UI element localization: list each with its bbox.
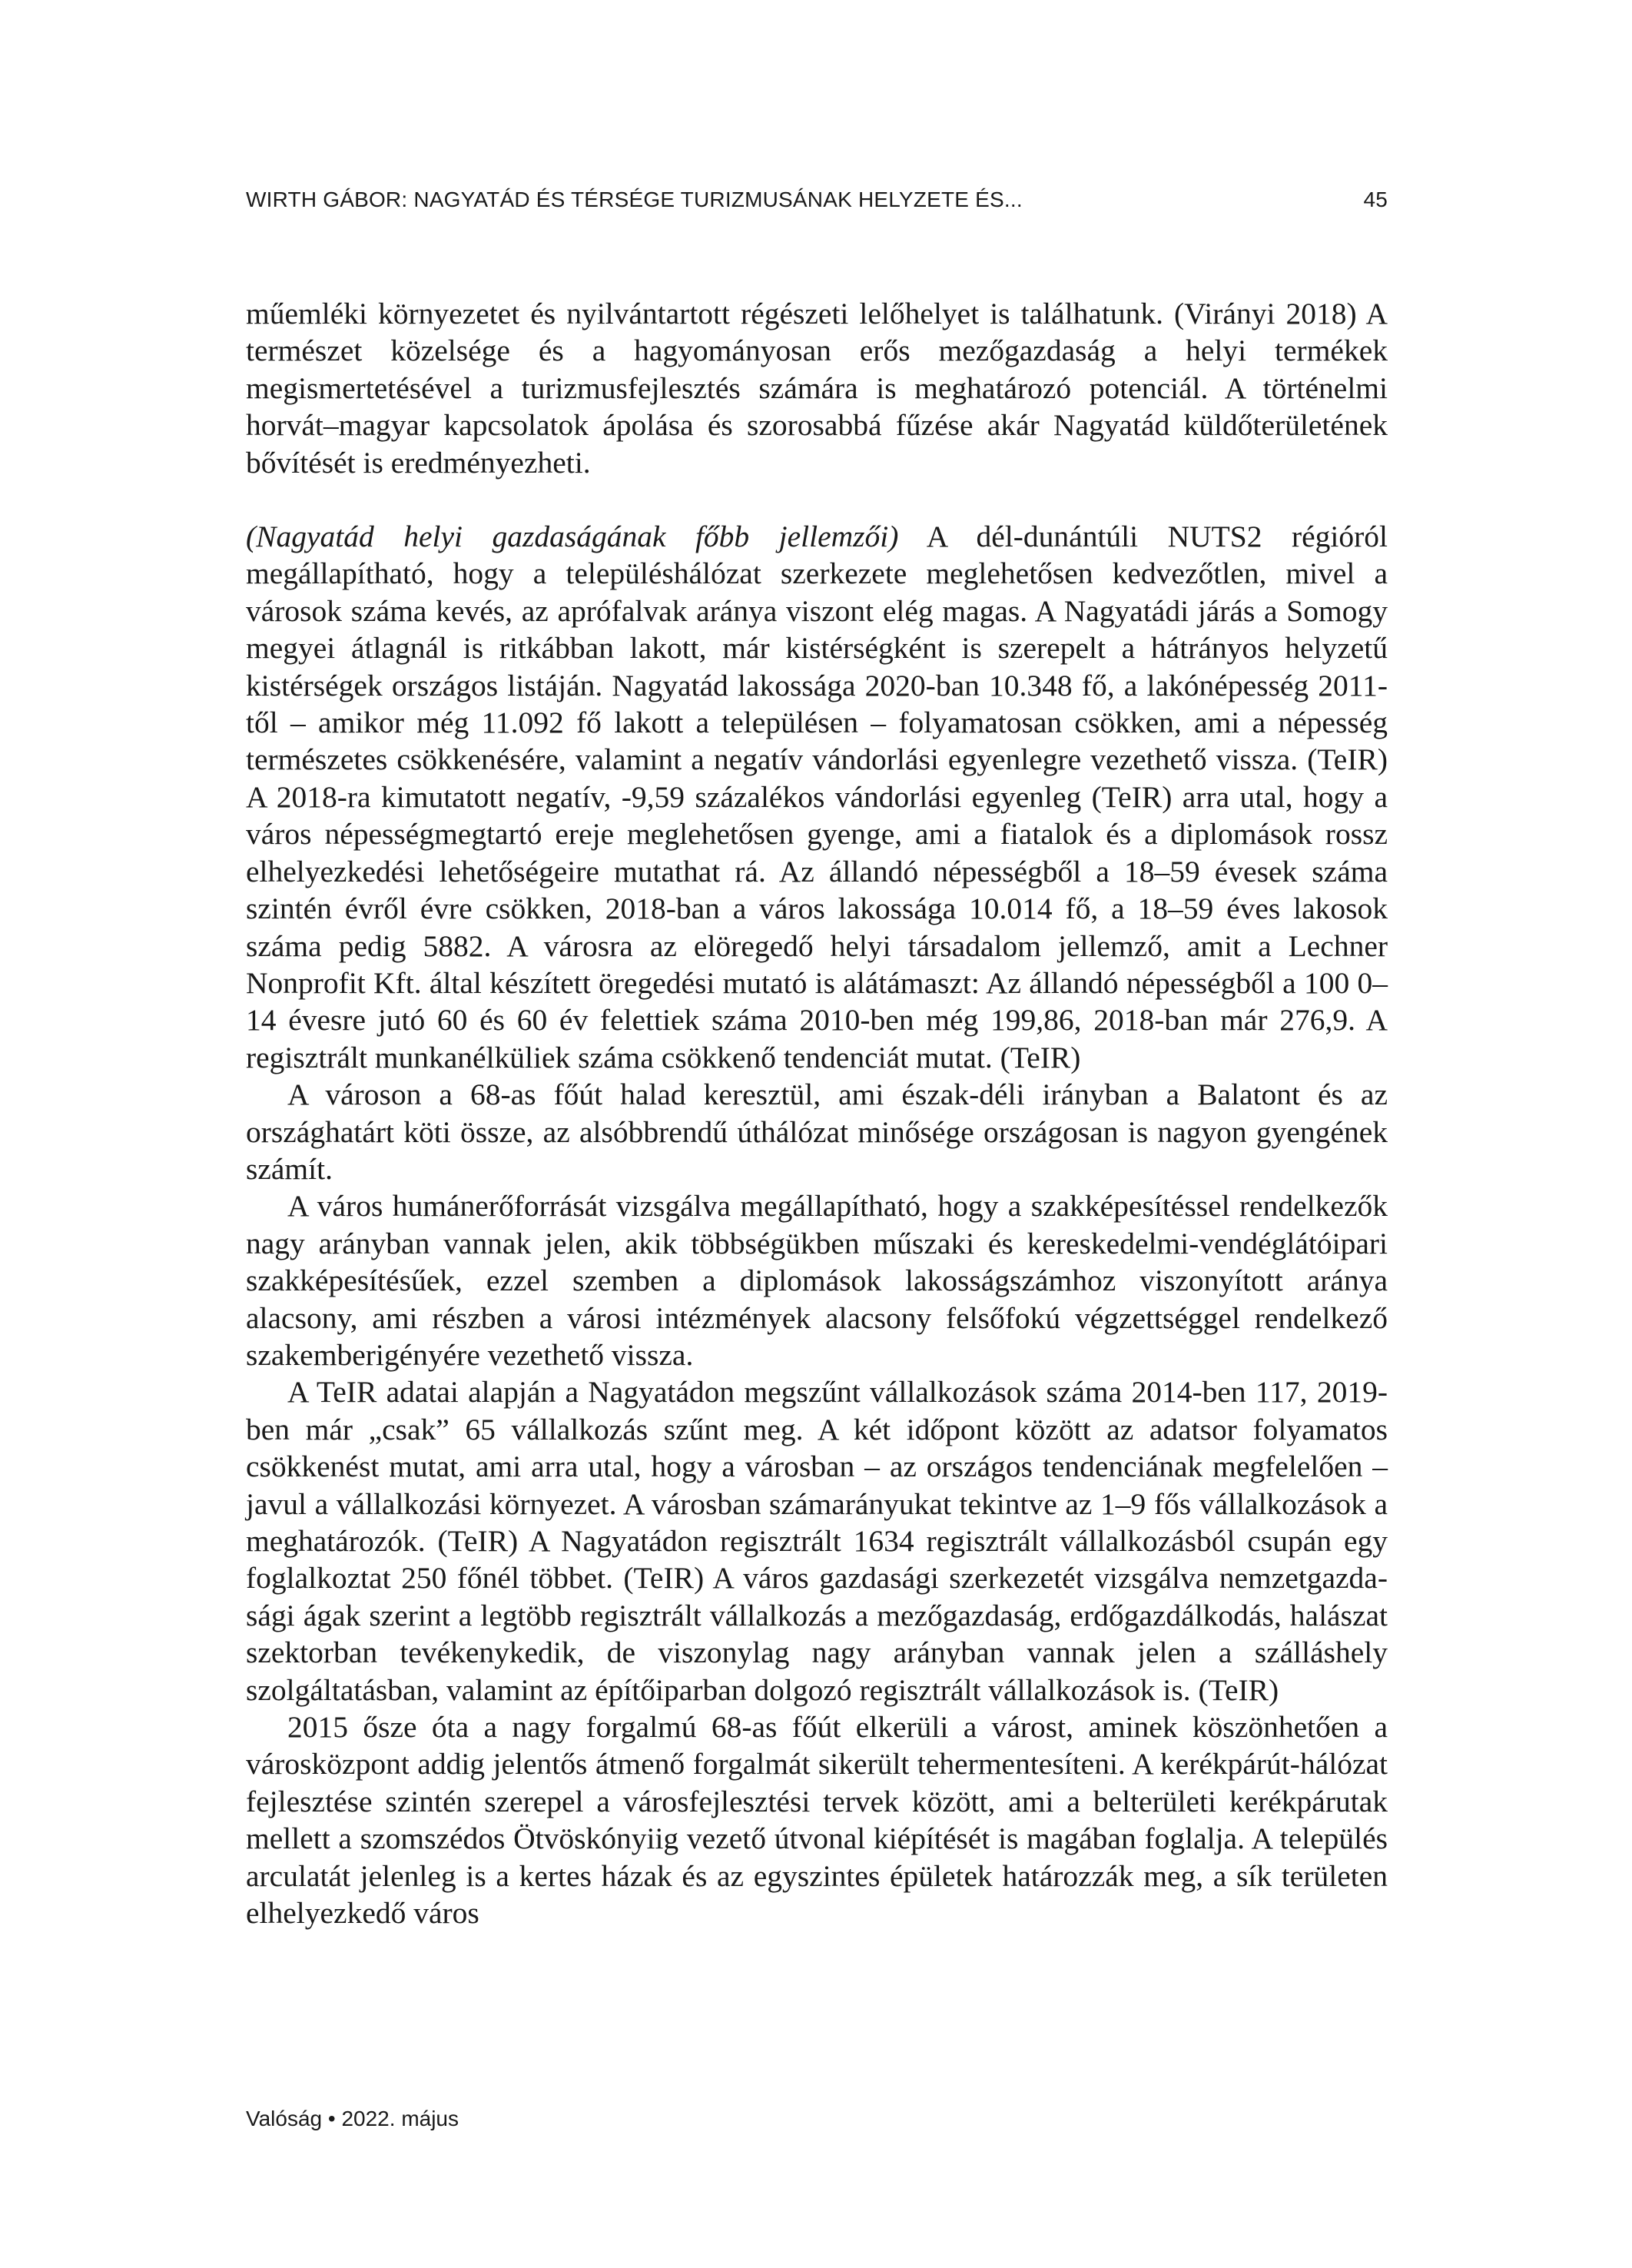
paragraph-1: műemléki környezetet és nyilvántartott régészeti lelőhelyet is találhatunk. (Virányi 2018) A természet közelsége és a hagyományosan erős mezőgazdaság a helyi termékek megismertetésével a turizmusfejlesztés számára is meghatározó potenciál. A történelmi horvát–magyar kapcsolatok ápolása és szorosabbá fűzése akár Nagyatád küldőterületének bővítését is eredményezheti.	[246, 297, 1388, 480]
page-number: 45	[1363, 188, 1388, 211]
section-heading: (Nagyatád helyi gazdaságának főbb jellemzői)	[246, 520, 899, 554]
paragraph-2	[246, 518, 1388, 1076]
paragraph-6: 2015 ősze óta a nagy forgalmú 68-as főút elkerüli a várost, aminek köszönhetően a városközpont addig jelentős átmenő forgalmát sikerült tehermentesíteni. A kerékpárút-hálózat fejlesztése szintén szerepel a városfejlesztési tervek között, ami a belterületi kerékpárutak mellett a szomszédos Ötvöskónyiig vezető útvonal kiépítését is magában foglalja. A település arculatát jelenleg is a kertes házak és az egyszintes épületek határozzák meg, a sík területen elhelyezkedő város	[246, 1710, 1388, 1931]
paragraph-2-text: A dél-dunántúli NUTS2 régióról megállapítható, hogy a településhálózat szerkezete meglehetősen kedvezőtlen, mivel a városok száma kevés, az aprófalvak aránya viszont elég magas. A Nagyatádi járás a Somogy megyei átlagnál is ritkábban lakott, már kistérségként is szerepelt a hátrányos helyzetű kistérségek országos listáján. Nagyatád lakossága 2020-ban 10.348 fő, a lakónépesség 2011-től – amikor még 11.092 fő lakott a településen – folyamatosan csökken, ami a népesség természetes csökkenésére, valamint a negatív vándorlási egyenlegre vezethető vissza. (TeIR) A 2018-ra kimutatott negatív, -9,59 százalékos vándorlási egyenleg (TeIR) arra utal, hogy a város népességmegtartó ereje meglehetősen gyenge, ami a fiatalok és a diplomások rossz elhelyezkedési lehetőségeire mutathat rá. Az állandó népességből a 18–59 évesek száma szintén évről évre csökken, 2018-ban a város lakossága 10.014 fő, a 18–59 éves lakosok száma pedig 5882. A városra az elöregedő helyi társadalom jellemző, amit a Lechner Nonprofit Kft. által készített öregedési mutató is alátámaszt: Az állandó népességből a 100 0–14 évesre jutó 60 és 60 év felettiek száma 2010-ben még 199,86, 2018-ban már 276,9. A regisztrált munkanélküliek száma csökkenő tendenciát mutat. (TeIR)	[246, 520, 1388, 1074]
paragraph-5: A TeIR adatai alapján a Nagyatádon megszűnt vállalkozások száma 2014-ben 117, 2019-ben már „csak” 65 vállalkozás szűnt meg. A két időpont között az adatsor folyamatos csökkenést mutat, ami arra utal, hogy a városban – az országos tendenciának megfelelően – javul a vállalkozási környezet. A városban számarányukat tekintve az 1–9 fős vállalkozások a meghatározók. (TeIR) A Nagyatádon regisztrált 1634 regisztrált vállalkozásból csupán egy foglalkoztat 250 főnél többet. (TeIR) A város gazdasági szerkezetét vizsgálva nemzetgazdasági ágak szerint a legtöbb regisztrált vállalkozás a mezőgazdaság, erdőgazdálkodás, halászat szektorban tevékenykedik, de viszonylag nagy arányban vannak jelen a szálláshely szolgáltatásban, valamint az építőiparban dolgozó regisztrált vállalkozások is. (TeIR)	[246, 1375, 1388, 1707]
paragraph-4: A város humánerőforrását vizsgálva megállapítható, hogy a szakképesítéssel rendelkezők nagy arányban vannak jelen, akik többségükben műszaki és kereskedelmi-vendéglátóipari szakképesítésűek, ezzel szemben a diplomások lakosságszámhoz viszonyított aránya alacsony, ami részben a városi intézmények alacsony felsőfokú végzettséggel rendelkező szakemberigényére vezethető vissza.	[246, 1189, 1388, 1372]
running-header	[246, 188, 1388, 218]
journal-footer: Valóság • 2022. május	[246, 2107, 459, 2130]
running-title: WIRTH GÁBOR: NAGYATÁD ÉS TÉRSÉGE TURIZMUSÁNAK HELYZETE ÉS...	[246, 188, 1023, 211]
article-body	[246, 295, 1388, 1931]
paragraph-3: A városon a 68-as főút halad keresztül, ami észak-déli irányban a Balatont és az országhatárt köti össze, az alsóbbrendű úthálózat minősége országosan is nagyon gyengének számít.	[246, 1078, 1388, 1186]
